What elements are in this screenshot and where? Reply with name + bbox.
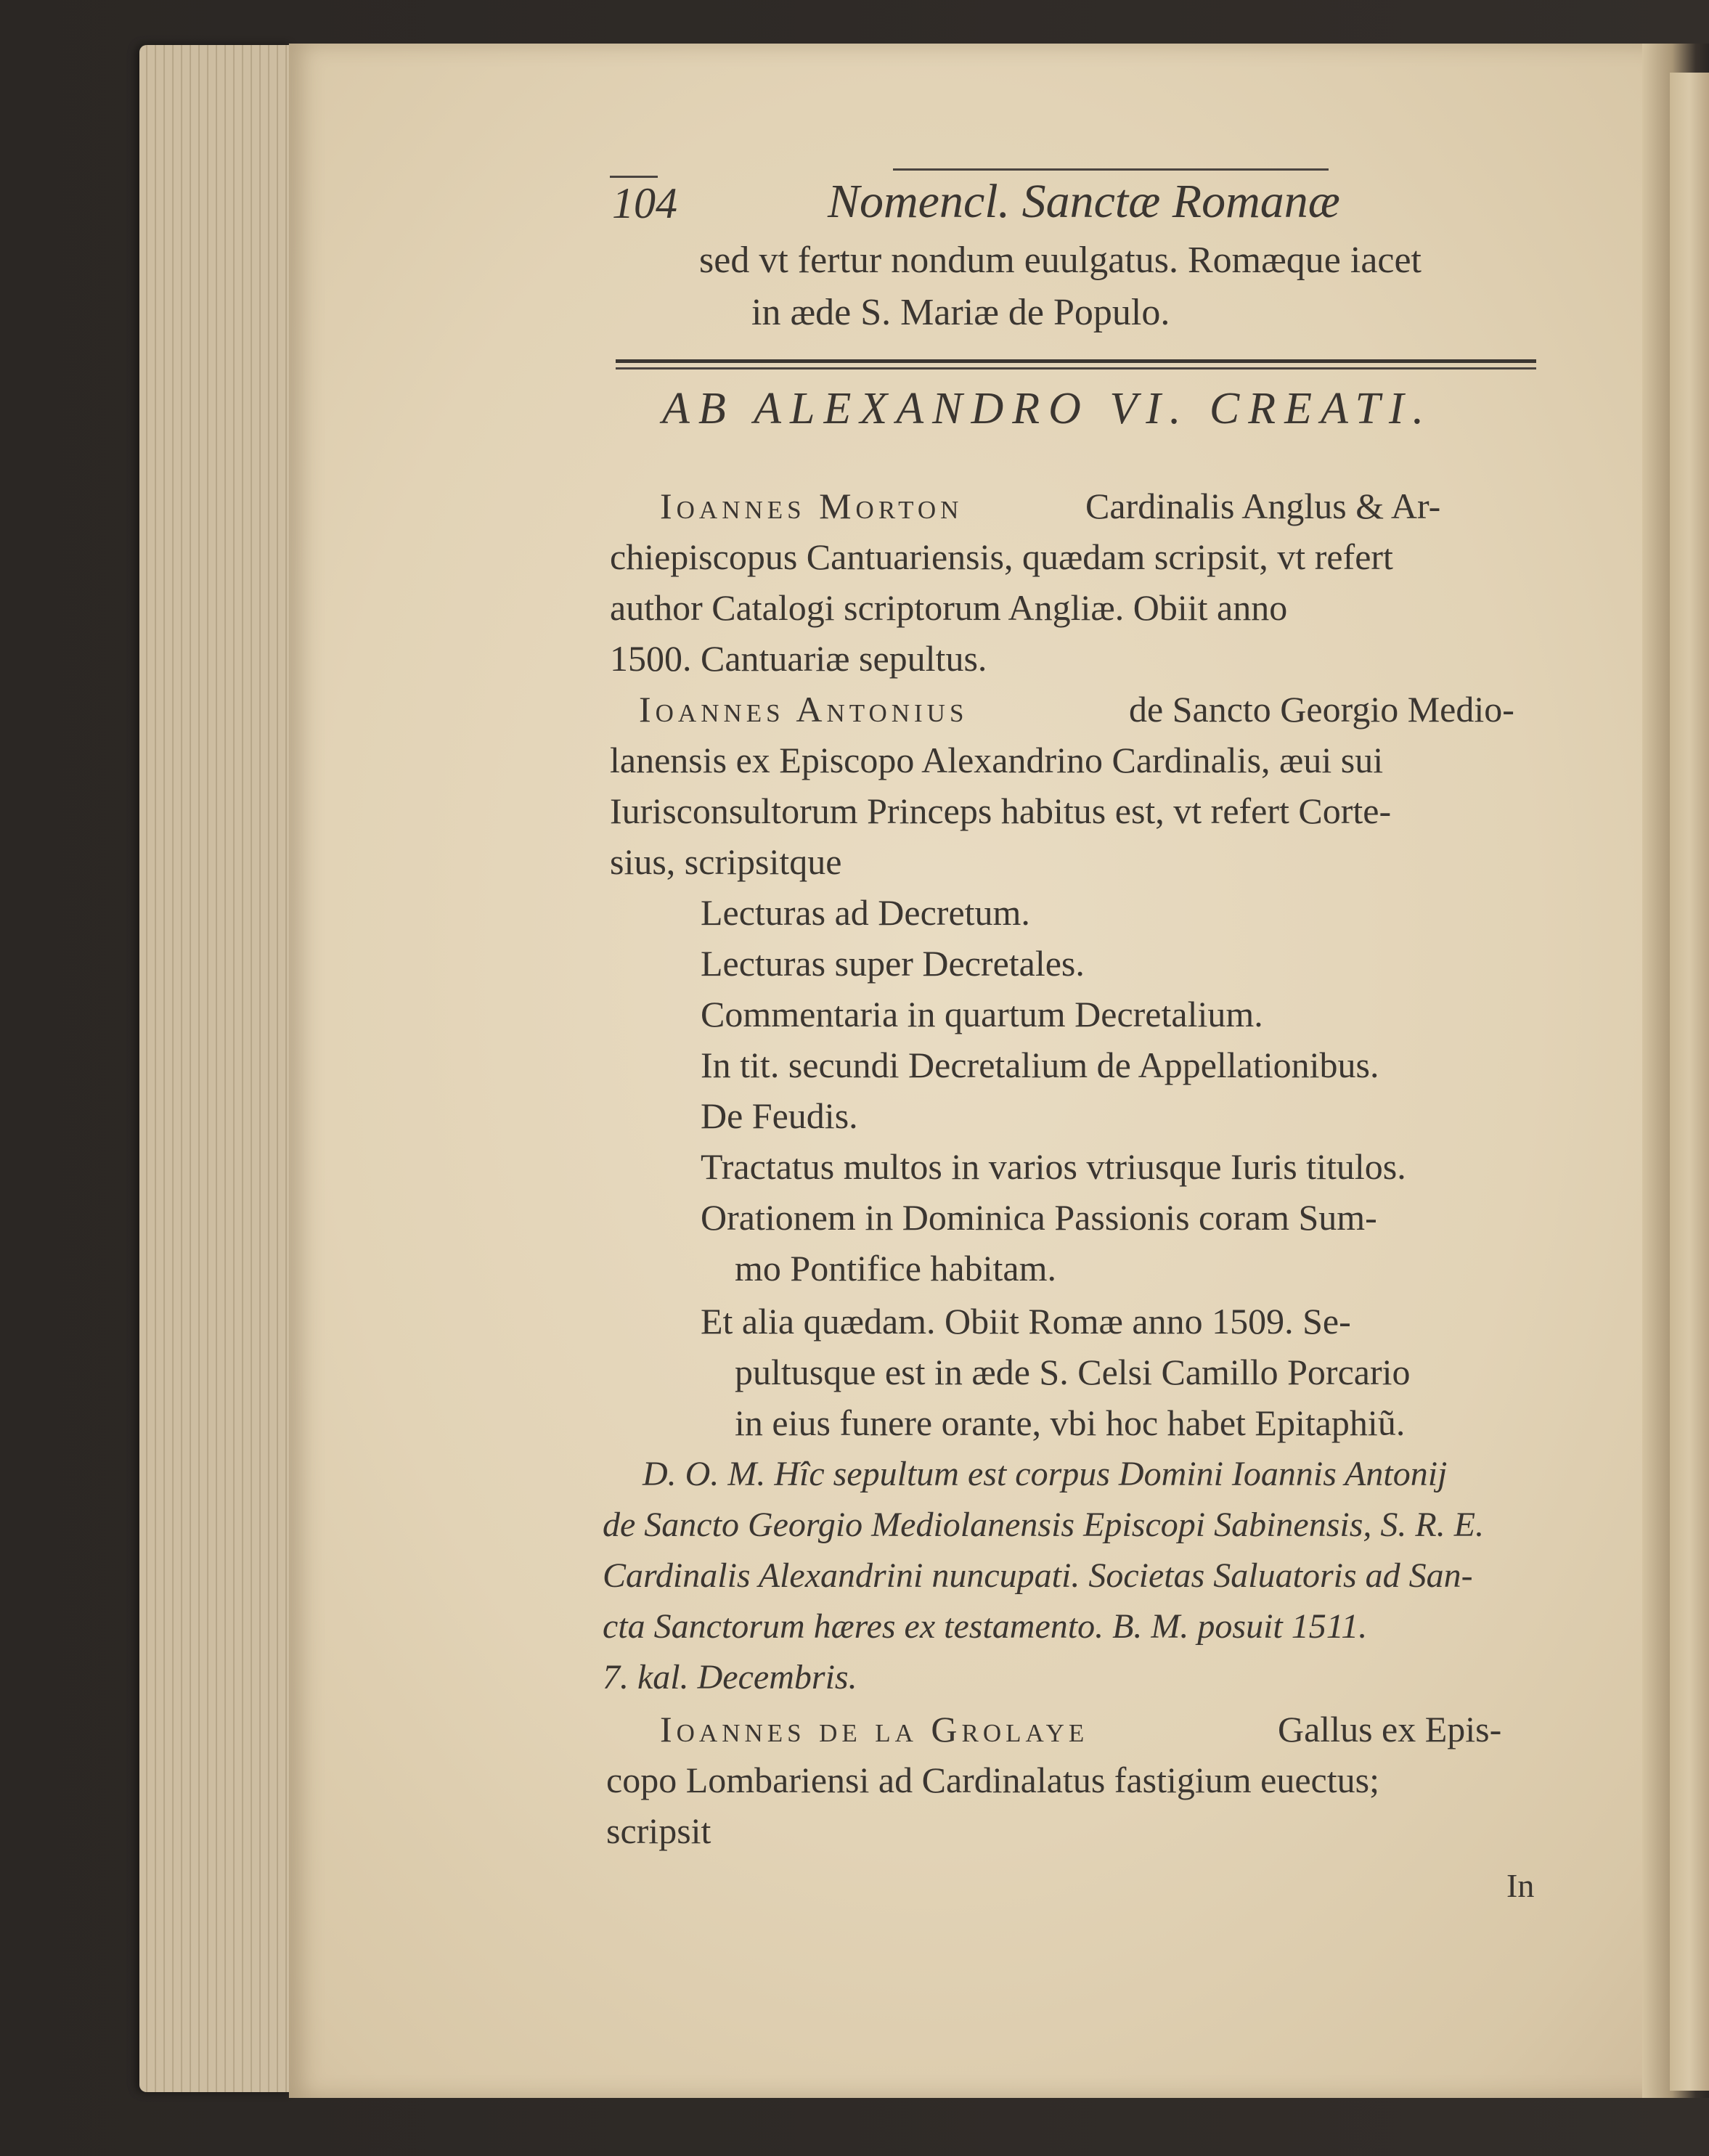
running-title: Nomencl. Sanctæ Romanæ <box>828 175 1340 228</box>
text-line: author Catalogi scriptorum Angliæ. Obiit anno <box>610 587 1288 628</box>
epitaph-line: 7. kal. Decembris. <box>603 1658 857 1696</box>
header-rule-left <box>610 176 658 178</box>
text-line: 1500. Cantuariæ sepultus. <box>610 638 987 679</box>
catchword: In <box>1506 1867 1535 1904</box>
entry-name: Ioannes de la Grolaye <box>660 1709 1089 1749</box>
section-heading: AB ALEXANDRO VI. CREATI. <box>662 384 1433 433</box>
facing-page-edge <box>1670 73 1709 2091</box>
epitaph-line: de Sancto Georgio Mediolanensis Episcopi Sabinensis, S. R. E. <box>603 1506 1485 1544</box>
work-list-item: Orationem in Dominica Passionis coram Sum- <box>701 1197 1377 1238</box>
text-line: Iurisconsultorum Princeps habitus est, vt refert Corte- <box>610 791 1392 831</box>
epitaph-line: cta Sanctorum hæres ex testamento. B. M. posuit 1511. <box>603 1607 1368 1646</box>
text-line: sius, scripsitque <box>610 841 842 882</box>
work-list-item: Tractatus multos in varios vtriusque Iuris titulos. <box>701 1146 1406 1187</box>
page-edges <box>139 45 292 2092</box>
header-rule-right <box>893 168 1329 171</box>
work-list-item: Commentaria in quartum Decretalium. <box>701 994 1263 1034</box>
text-line: de Sancto Georgio Medio- <box>1129 689 1514 730</box>
entry-name: Ioannes Antonius <box>639 689 968 730</box>
text-line: Gallus ex Epis- <box>1278 1709 1502 1749</box>
work-list-item: mo Pontifice habitam. <box>735 1248 1056 1289</box>
epitaph-line: D. O. M. Hîc sepultum est corpus Domini Ioannis Antonij <box>643 1455 1448 1493</box>
work-list-item: In tit. secundi Decretalium de Appellationibus. <box>701 1045 1379 1085</box>
section-divider <box>616 359 1536 363</box>
text-line: scripsit <box>606 1810 711 1851</box>
work-list-item: Lecturas super Decretales. <box>701 943 1085 984</box>
text-line: Cardinalis Anglus & Ar- <box>1085 486 1441 526</box>
epitaph-line: Cardinalis Alexandrini nuncupati. Societas Saluatoris ad San- <box>603 1556 1473 1595</box>
entry-name: Ioannes Morton <box>660 486 963 526</box>
text-line: lanensis ex Episcopo Alexandrino Cardinalis, æui sui <box>610 740 1384 780</box>
section-divider-thin <box>616 367 1536 369</box>
text-line: copo Lombariensi ad Cardinalatus fastigium euectus; <box>606 1760 1379 1800</box>
text-line: in eius funere orante, vbi hoc habet Epitaphiũ. <box>735 1402 1406 1443</box>
text-line: sed vt fertur nondum euulgatus. Romæque iacet <box>699 240 1422 281</box>
work-list-item: Lecturas ad Decretum. <box>701 892 1030 933</box>
page-number: 104 <box>612 179 677 227</box>
text-line: in æde S. Mariæ de Populo. <box>751 292 1170 333</box>
work-list-item: De Feudis. <box>701 1095 858 1136</box>
text-line: pultusque est in æde S. Celsi Camillo Porcario <box>735 1352 1411 1392</box>
text-line: Et alia quædam. Obiit Romæ anno 1509. Se- <box>701 1301 1351 1342</box>
text-line: chiepiscopus Cantuariensis, quædam scripsit, vt refert <box>610 536 1393 577</box>
